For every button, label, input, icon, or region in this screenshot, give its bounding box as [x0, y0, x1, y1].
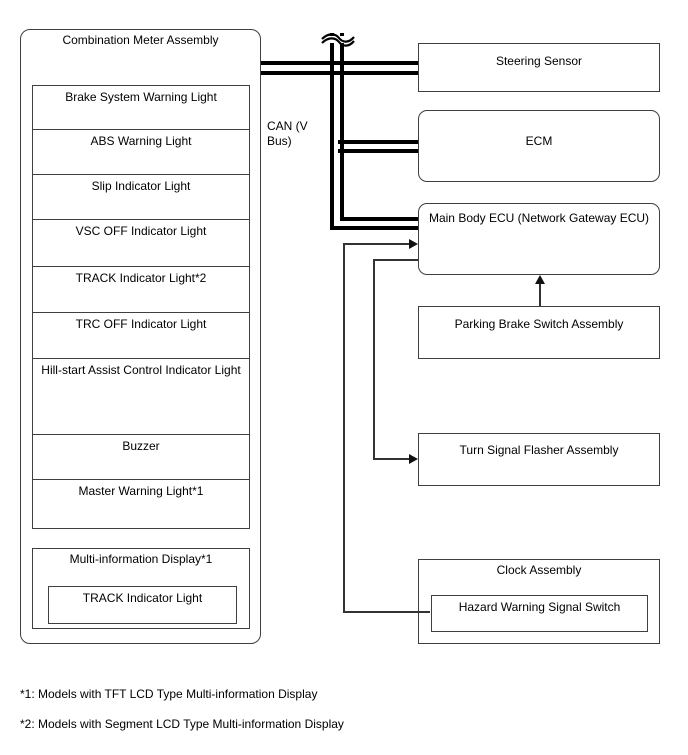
arrow-hazard-to-ecu-icon: [409, 239, 418, 249]
meter-item-hill-start: Hill-start Assist Control Indicator Light: [32, 359, 250, 435]
meter-item-master-warning: Master Warning Light*1: [32, 480, 250, 529]
node-parking-brake-switch: Parking Brake Switch Assembly: [418, 306, 660, 359]
meter-item-slip: Slip Indicator Light: [32, 175, 250, 220]
node-clock-assembly: [418, 559, 660, 644]
node-hazard-warning-switch: Hazard Warning Signal Switch: [431, 595, 648, 632]
can-bus-h3-bottom: [330, 226, 418, 230]
node-ecm: ECM: [418, 110, 660, 182]
track-indicator-inner-box: TRACK Indicator Light: [48, 586, 237, 624]
clock-assembly-title: Clock Assembly: [496, 563, 582, 577]
arrow-ecu-to-flasher-icon: [409, 454, 418, 464]
can-bus-trunk-left: [330, 33, 334, 230]
multi-information-display-box: [32, 548, 250, 629]
can-bus-h2-bottom: [338, 149, 418, 153]
flasher-wire-bottom: [373, 458, 409, 460]
node-main-body-ecu: Main Body ECU (Network Gateway ECU): [418, 203, 660, 275]
can-bus-label: CAN (V Bus): [267, 119, 308, 148]
can-bus-h3-top: [340, 217, 418, 221]
meter-item-abs: ABS Warning Light: [32, 130, 250, 175]
footnote-1: *1: Models with TFT LCD Type Multi-information Display: [20, 687, 318, 701]
combination-meter-title: Combination Meter Assembly: [62, 33, 219, 47]
parking-brake-wire: [539, 283, 541, 306]
multi-information-display-title: Multi-information Display*1: [69, 552, 213, 566]
meter-item-buzzer: Buzzer: [32, 435, 250, 480]
flasher-wire-vertical: [373, 259, 375, 459]
bus-continuation-squiggle-icon: [320, 32, 356, 47]
meter-item-trc-off: TRC OFF Indicator Light: [32, 313, 250, 359]
meter-item-track: TRACK Indicator Light*2: [32, 267, 250, 313]
arrow-parking-to-ecu-icon: [535, 275, 545, 284]
footnote-2: *2: Models with Segment LCD Type Multi-information Display: [20, 717, 344, 731]
can-bus-trunk-right: [340, 33, 344, 221]
node-steering-sensor: Steering Sensor: [418, 43, 660, 92]
flasher-wire-top: [373, 259, 418, 261]
hazard-wire-vertical: [343, 243, 345, 613]
can-bus-h2-top: [338, 140, 418, 144]
meter-item-brake-system: Brake System Warning Light: [32, 85, 250, 130]
hazard-wire-top: [343, 243, 409, 245]
meter-item-vsc-off: VSC OFF Indicator Light: [32, 220, 250, 267]
hazard-wire-bottom: [343, 611, 430, 613]
node-turn-signal-flasher: Turn Signal Flasher Assembly: [418, 433, 660, 486]
